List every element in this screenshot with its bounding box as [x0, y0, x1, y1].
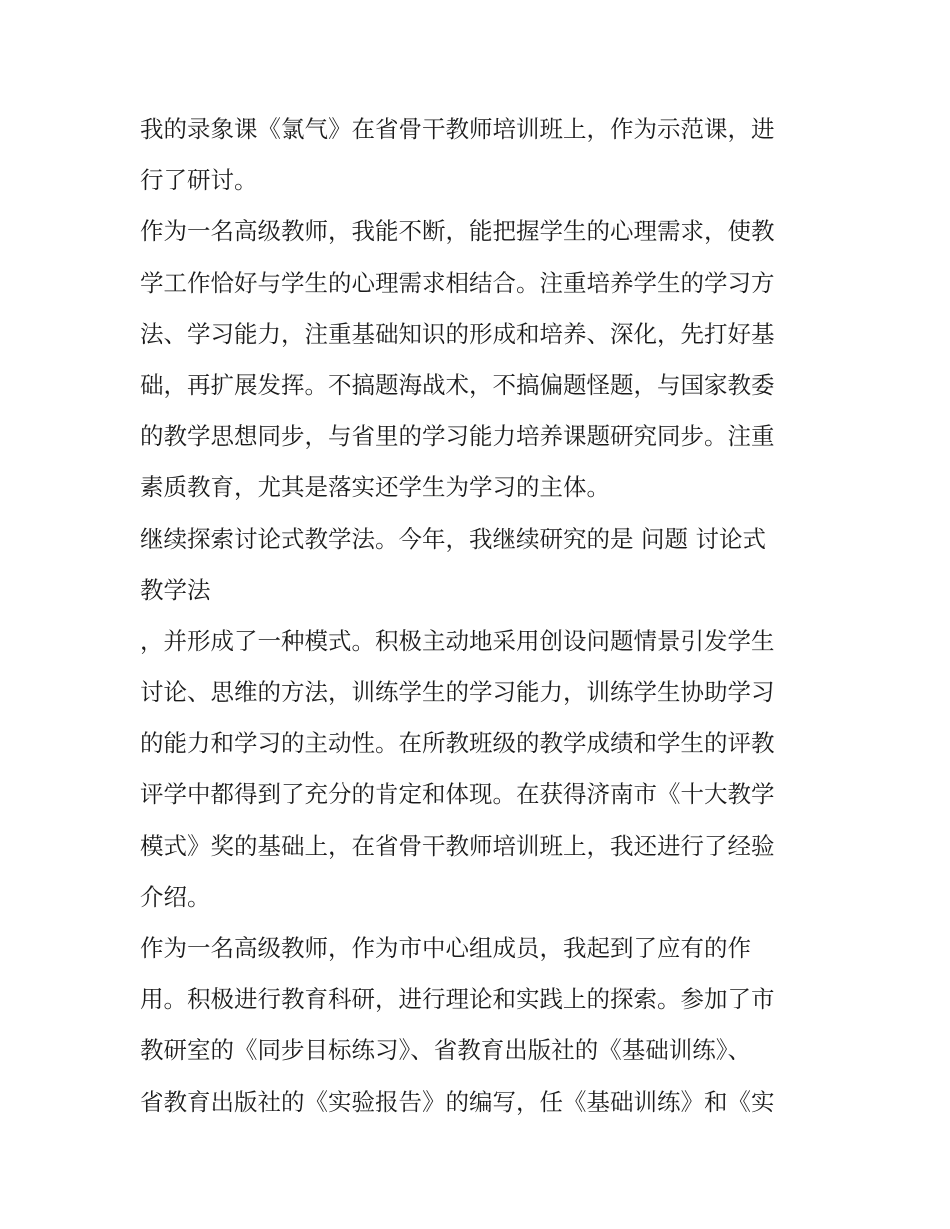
text-line: 教学法 [140, 575, 211, 604]
text-line: 讨论、思维的方法，训练学生的学习能力，训练学生协助学习 [140, 678, 775, 707]
document-body [140, 104, 820, 1128]
text-line: 的能力和学习的主动性。在所教班级的教学成绩和学生的评教 [140, 729, 775, 758]
text-line: 法、学习能力，注重基础知识的形成和培养、深化，先打好基 [140, 319, 775, 348]
text-line: 教研室的《同步目标练习》、省教育出版社的《基础训练》、 [140, 1036, 751, 1065]
text-line: 继续探索讨论式教学法。今年，我继续研究的是 问题 讨论式 [140, 524, 766, 553]
text-line: 省教育出版社的《实验报告》的编写，任《基础训练》和《实 [140, 1087, 775, 1116]
text-line: 介绍。 [140, 882, 211, 911]
text-line: 行了研讨。 [140, 166, 258, 195]
text-line: 我的录象课《氯气》在省骨干教师培训班上，作为示范课，进 [140, 115, 775, 143]
text-line: 素质教育，尤其是落实还学生为学习的主体。 [140, 473, 610, 502]
text-line: 用。积极进行教育科研，进行理论和实践上的探索。参加了市 [140, 985, 775, 1014]
text-line: 学工作恰好与学生的心理需求相结合。注重培养学生的学习方 [140, 268, 775, 297]
text-line: 模式》奖的基础上，在省骨干教师培训班上，我还进行了经验 [140, 831, 775, 860]
text-line: 的教学思想同步，与省里的学习能力培养课题研究同步。注重 [140, 422, 775, 451]
text-line: 作为一名高级教师，作为市中心组成员，我起到了应有的作 [140, 934, 751, 962]
text-line: 作为一名高级教师，我能不断，能把握学生的心理需求，使教 [140, 217, 775, 246]
text-line: ，并形成了一种模式。积极主动地采用创设问题情景引发学生 [140, 626, 775, 655]
text-line: 评学中都得到了充分的肯定和体现。在获得济南市《十大教学 [140, 780, 775, 809]
text-line: 础，再扩展发挥。不搞题海战术，不搞偏题怪题，与国家教委 [140, 370, 775, 399]
